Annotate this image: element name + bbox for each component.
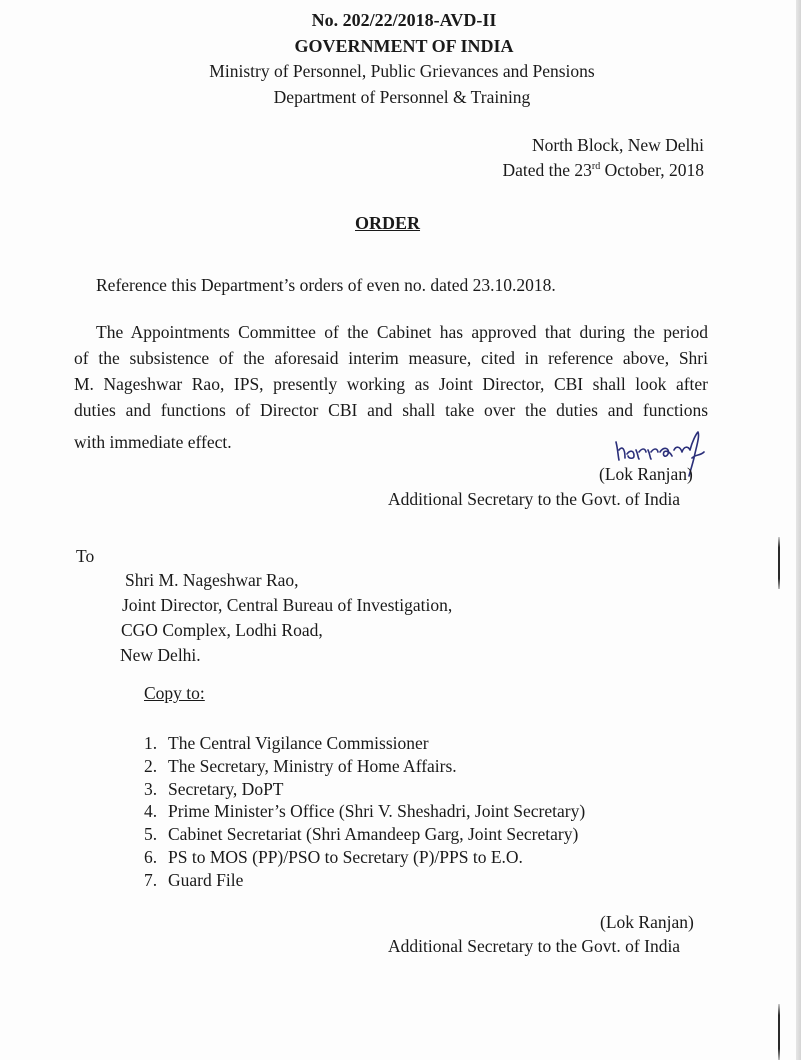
scan-mark	[778, 1004, 780, 1060]
signatory-1-name: (Lok Ranjan)	[599, 464, 693, 484]
government-heading: GOVERNMENT OF INDIA	[294, 36, 514, 56]
scan-mark	[778, 537, 780, 589]
page-edge	[796, 0, 801, 1060]
body-line: with immediate effect.	[74, 432, 232, 452]
addressee-line: Shri M. Nageshwar Rao,	[125, 570, 299, 590]
item-text: Prime Minister’s Office (Shri V. Sheshadri, Joint Secretary)	[168, 801, 586, 821]
item-text: Secretary, DoPT	[168, 779, 284, 799]
body-line: duties and functions of Director CBI and shall take over the duties and functions	[74, 400, 708, 420]
place: North Block, New Delhi	[531, 135, 704, 155]
department-name: Department of Personnel & Training	[273, 87, 531, 107]
ministry-name: Ministry of Personnel, Public Grievances and Pensions	[209, 61, 595, 81]
body-line: The Appointments Committee of the Cabinet has approved that during the period	[96, 322, 708, 342]
copy-to-item	[144, 801, 585, 822]
copy-to-item	[144, 779, 284, 800]
addressee-line: CGO Complex, Lodhi Road,	[121, 620, 323, 640]
item-number: 1.	[144, 733, 158, 753]
copy-to-item	[144, 870, 243, 891]
body-line: M. Nageshwar Rao, IPS, presently working as Joint Director, CBI shall look after	[74, 374, 708, 394]
item-text: The Central Vigilance Commissioner	[168, 733, 429, 753]
date-ordinal: rd	[591, 161, 601, 172]
item-number: 4.	[144, 801, 158, 821]
signatory-2-name: (Lok Ranjan)	[600, 912, 694, 932]
copy-to-item	[144, 733, 429, 754]
dated	[502, 160, 704, 181]
order-title: ORDER	[355, 213, 421, 233]
item-number: 3.	[144, 779, 158, 799]
copy-to-label: Copy to:	[144, 683, 205, 703]
item-number: 5.	[144, 824, 158, 844]
signatory-1-designation: Additional Secretary to the Govt. of India	[388, 489, 681, 509]
signatory-2-designation: Additional Secretary to the Govt. of India	[388, 936, 681, 956]
item-text: The Secretary, Ministry of Home Affairs.	[168, 756, 457, 776]
addressee-line: New Delhi.	[120, 645, 201, 665]
date-prefix: Dated the 23	[502, 160, 592, 180]
body-line: of the subsistence of the aforesaid interim measure, cited in reference above, Shri	[74, 348, 708, 368]
item-number: 2.	[144, 756, 158, 776]
addressee-line: Joint Director, Central Bureau of Investigation,	[122, 595, 453, 615]
item-number: 7.	[144, 870, 158, 890]
item-number: 6.	[144, 847, 158, 867]
item-text: Guard File	[168, 870, 244, 890]
copy-to-item	[144, 756, 457, 777]
file-number: No. 202/22/2018-AVD-II	[311, 10, 497, 30]
reference-line: Reference this Department’s orders of even no. dated 23.10.2018.	[96, 275, 556, 295]
item-text: Cabinet Secretariat (Shri Amandeep Garg, Joint Secretary)	[168, 824, 579, 844]
date-rest: October, 2018	[600, 160, 704, 180]
copy-to-item	[144, 824, 578, 845]
to-label: To	[76, 546, 95, 566]
copy-to-item	[144, 847, 523, 868]
item-text: PS to MOS (PP)/PSO to Secretary (P)/PPS to E.O.	[168, 847, 523, 867]
